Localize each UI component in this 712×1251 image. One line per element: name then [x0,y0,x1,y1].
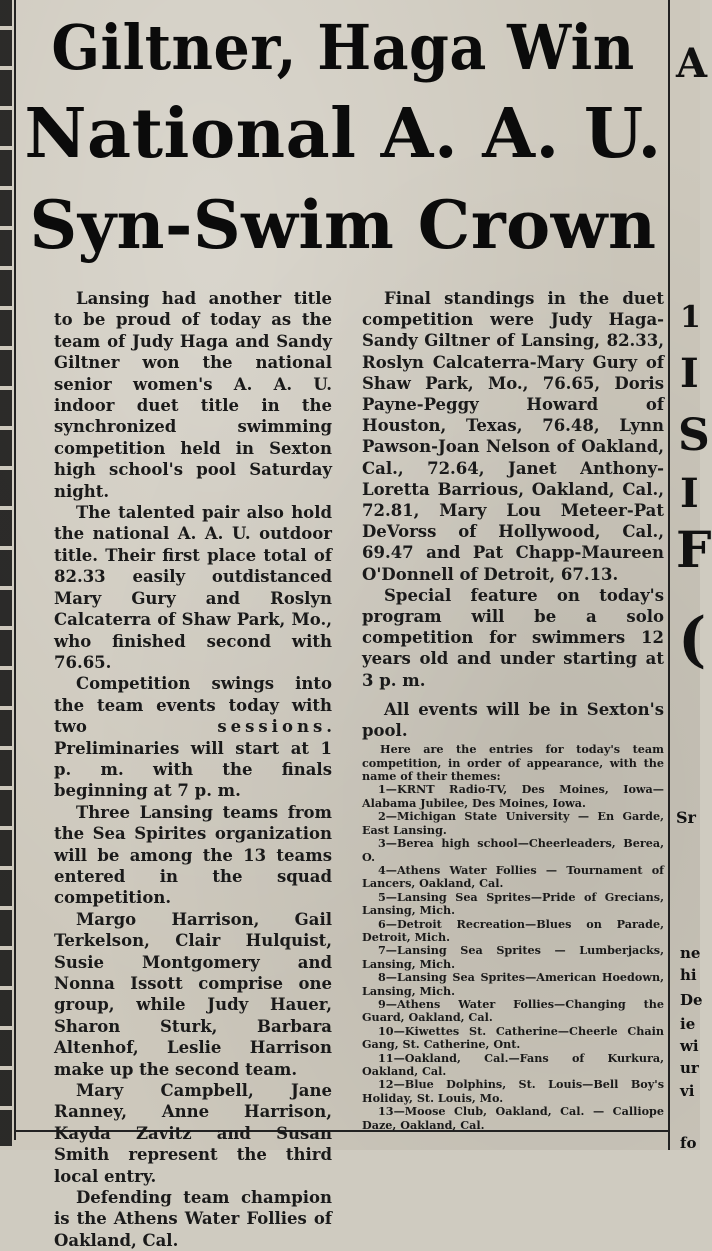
fragment-text: fo [680,1134,697,1152]
paragraph: Mary Campbell, Jane Ranney, Anne Harrison, Kayda Zavitz and Susan Smith represent the third local entry. [54,1081,332,1186]
list-item: 10—Kiwettes St. Catherine—Cheerle Chain Gang, St. Catherine, Ont. [362,1023,664,1052]
fragment-text: ne [680,944,701,962]
list-item: 4—Athens Water Follies — Tournament of Lancers, Oakland, Cal. [362,862,664,891]
paragraph: All events will be in Sexton's pool. [362,699,664,741]
list-item: 13—Moose Club, Oakland, Cal. — Calliope Daze, Oakland, Cal. [362,1104,664,1132]
paragraph: The talented pair also hold the national A. A. U. outdoor title. Their first place total of 82.33 easily outdistanced Mary Gury and Roslyn Calcaterra of Shaw Park, Mo., who finished second with 76.65. [54,503,332,672]
entries-list [362,743,664,1132]
fragment-text: vi [680,1082,695,1100]
fragment-text: I [680,470,699,517]
fragment-text: ie [680,1015,696,1033]
fragment-text: Sr [676,808,696,827]
paragraph: Final standings in the duet competition were Judy Haga-Sandy Giltner of Lansing, 82.33, Roslyn Calcaterra-Mary Gury of Shaw Park, Mo., 76.65, Doris Payne-Peggy Howard of Houston, Texas, 76.48, Lynn Pawson-Joan Nelson of Oakland, Cal., 72.64, Janet Anthony-Loretta Barrious, Oakland, Cal., 72.81, Mary Lou Meteer-Pat DeVorss of Hollywood, Cal., 69.47 and Pat Chapp-Maureen O'Donnell of Detroit, 67.13. [362,289,664,584]
fragment-text: S [678,410,710,461]
paragraph: Margo Harrison, Gail Terkelson, Clair Hulquist, Susie Montgomery and Nonna Issott comprise one group, while Judy Hauer, Sharon Sturk, Barbara Altenhof, Leslie Harrison make up the second team. [54,909,332,1079]
list-item: 3—Berea high school—Cheerleaders, Berea, O. [362,836,664,864]
article-column-right [362,288,664,1132]
headline-line-1: Giltner, Haga Win [51,11,635,84]
fragment-text: ur [680,1059,699,1077]
fragment-text: wi [680,1037,699,1055]
article-column-left [54,288,332,1251]
list-item: 5—Lansing Sea Sprites—Pride of Grecians, Lansing, Mich. [362,889,664,918]
paragraph-text: Competition swings into the team events today with two [54,674,332,737]
adjacent-column-fragment [672,0,712,1152]
fragment-text: F [676,520,712,579]
list-item: 11—Oakland, Cal.—Fans of Kurkura, Oakland, Cal. [362,1050,664,1079]
fragment-text: I [680,350,699,397]
paragraph: Three Lansing teams from the Sea Spirites organization will be among the 13 teams entered in the squad competition. [54,802,332,908]
spaced-word: sessions [217,717,327,737]
column-rule-left [14,0,16,1140]
list-item: 8—Lansing Sea Sprites—American Hoedown, Lansing, Mich. [362,970,664,998]
list-item: 6—Detroit Recreation—Blues on Parade, Detroit, Mich. [362,916,664,944]
list-item: 2—Michigan State University — En Garde, East Lansing. [362,809,664,837]
headline-line-2: National A. A. U. [24,94,662,174]
paragraph-text: . Preliminaries will start at 1 p. m. with the finals beginning at 7 p. m. [54,717,332,801]
list-item: 9—Athens Water Follies—Changing the Guard, Oakland, Cal. [362,996,664,1025]
list-item: 1—KRNT Radio-TV, Des Moines, Iowa—Alabama Jubilee, Des Moines, Iowa. [362,782,664,810]
paragraph: Defending team champion is the Athens Water Follies of Oakland, Cal. [54,1188,332,1250]
fragment-text: hi [680,966,697,984]
paragraph [54,673,332,801]
torn-left-edge [0,0,12,1150]
headline-line-3: Syn-Swim Crown [29,186,657,264]
fragment-text: 1 [680,300,701,335]
headline [18,8,668,270]
paragraph: Special feature on today's program will be a solo competition for swimmers 12 years old and under starting at 3 p. m. [362,585,664,690]
paragraph: Lansing had another title to be proud of today as the team of Judy Haga and Sandy Giltner won the national senior women's A. A. U. indoor duet title in the synchronized swimming competition held in Sexton high school's pool Saturday night. [54,289,332,501]
column-rule-right [668,0,670,1150]
list-item: 7—Lansing Sea Sprites — Lumberjacks, Lansing, Mich. [362,943,664,971]
fragment-text: A [676,40,708,87]
list-item: 12—Blue Dolphins, St. Louis—Bell Boy's Holiday, St. Louis, Mo. [362,1077,664,1105]
entries-intro: Here are the entries for today's team competition, in order of appearance, with the name of their themes: [362,742,664,784]
fragment-text: De [680,991,703,1009]
fragment-text: ( [678,605,707,675]
